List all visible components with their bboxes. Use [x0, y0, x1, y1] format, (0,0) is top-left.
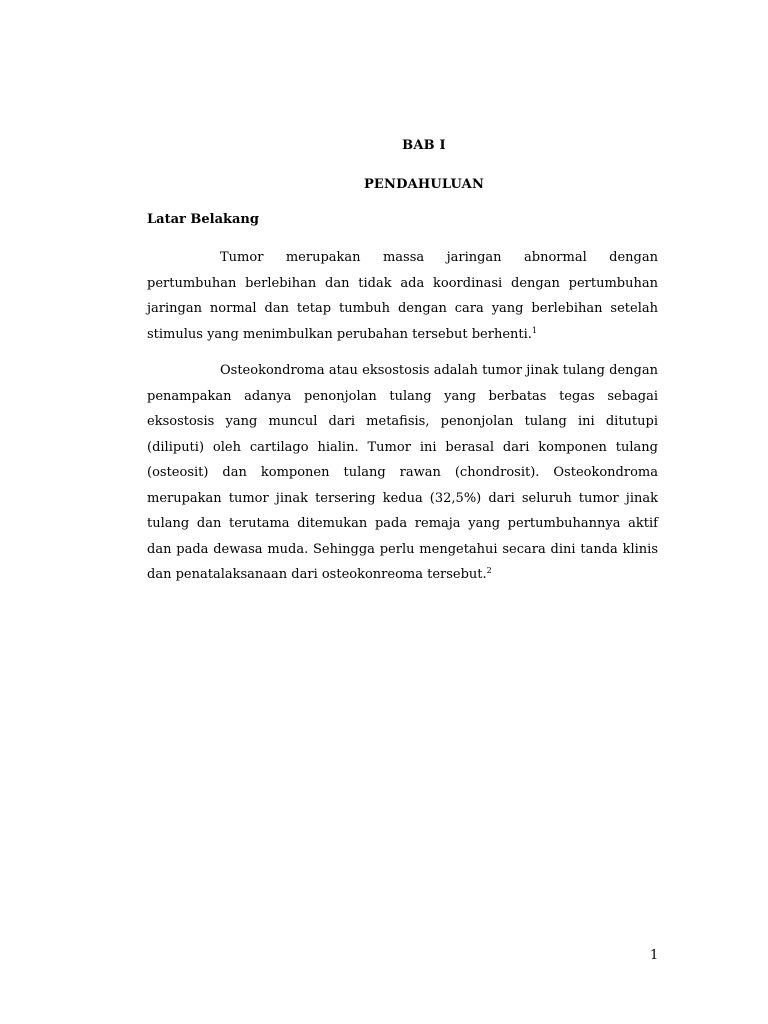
- paragraph-text: Tumor merupakan massa jaringan abnormal dengan pertumbuhan berlebihan dan tidak ada koordinasi dengan pertumbuhan jaringan normal dan tetap tumbuh dengan cara yang berlebihan setelah stimulus yang menimbulkan perubahan tersebut berhenti.: [147, 250, 658, 342]
- footnote-marker: 2: [486, 566, 492, 575]
- paragraph: [147, 358, 658, 588]
- chapter-title: PENDAHULUAN: [363, 177, 485, 192]
- page-number: 1: [650, 948, 659, 963]
- paragraph-text: Osteokondroma atau eksostosis adalah tumor jinak tulang dengan penampakan adanya penonjolan tulang yang berbatas tegas sebagai eksostosis yang muncul dari metafisis, penonjolan tulang ini ditutupi (diliputi) oleh cartilago hialin. Tumor ini berasal dari komponen tulang (osteosit) dan komponen tulang rawan (chondrosit). Osteokondroma merupakan tumor jinak tersering kedua (32,5%) dari seluruh tumor jinak tulang dan terutama ditemukan pada remaja yang pertumbuhannya aktif dan pada dewasa muda. Sehingga perlu mengetahui secara dini tanda klinis dan penatalaksanaan dari osteokonreoma tersebut.: [147, 363, 658, 582]
- section-title: Latar Belakang: [147, 212, 259, 227]
- footnote-marker: 1: [531, 325, 537, 335]
- chapter-label: BAB I: [402, 138, 446, 153]
- paragraph: [147, 245, 658, 347]
